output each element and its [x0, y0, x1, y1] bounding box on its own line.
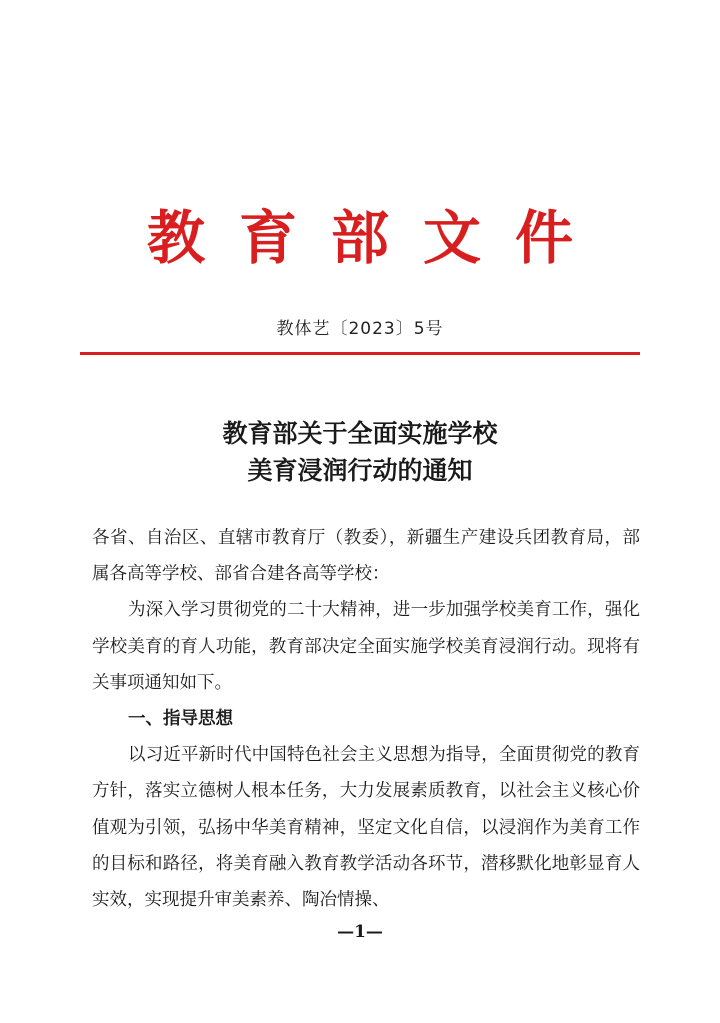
red-separator-line: [80, 352, 640, 355]
document-title: [0, 415, 720, 489]
intro-paragraph: 为深入学习贯彻党的二十大精神，进一步加强学校美育工作，强化学校美育的育人功能，教育部决定全面实施学校美育浸润行动。现将有关事项通知如下。: [92, 600, 640, 693]
issuer-header: 教育部文件: [146, 204, 607, 272]
section-heading: 一、指导思想: [128, 709, 233, 730]
section-paragraph: 以习近平新时代中国特色社会主义思想为指导，全面贯彻党的教育方针，落实立德树人根本任务，大力发展素质教育，以社会主义核心价值观为引领，弘扬中华美育精神，坚定文化自信，以浸润作为美育工作的目标和路径，将美育融入教育教学活动各环节，潜移默化地彰显育人实效，实现提升审美素养、陶冶情操、: [92, 745, 640, 911]
document-title-line-2: 美育浸润行动的通知: [247, 456, 473, 485]
document-number: 教体艺〔2023〕5号: [276, 319, 444, 339]
document-title-line-1: 教育部关于全面实施学校: [222, 419, 498, 448]
document-body: [92, 520, 640, 918]
page-number: —1—: [337, 922, 383, 942]
salutation: 各省、自治区、直辖市教育厅（教委），新疆生产建设兵团教育局，部属各高等学校、部省合建各高等学校：: [92, 528, 640, 585]
